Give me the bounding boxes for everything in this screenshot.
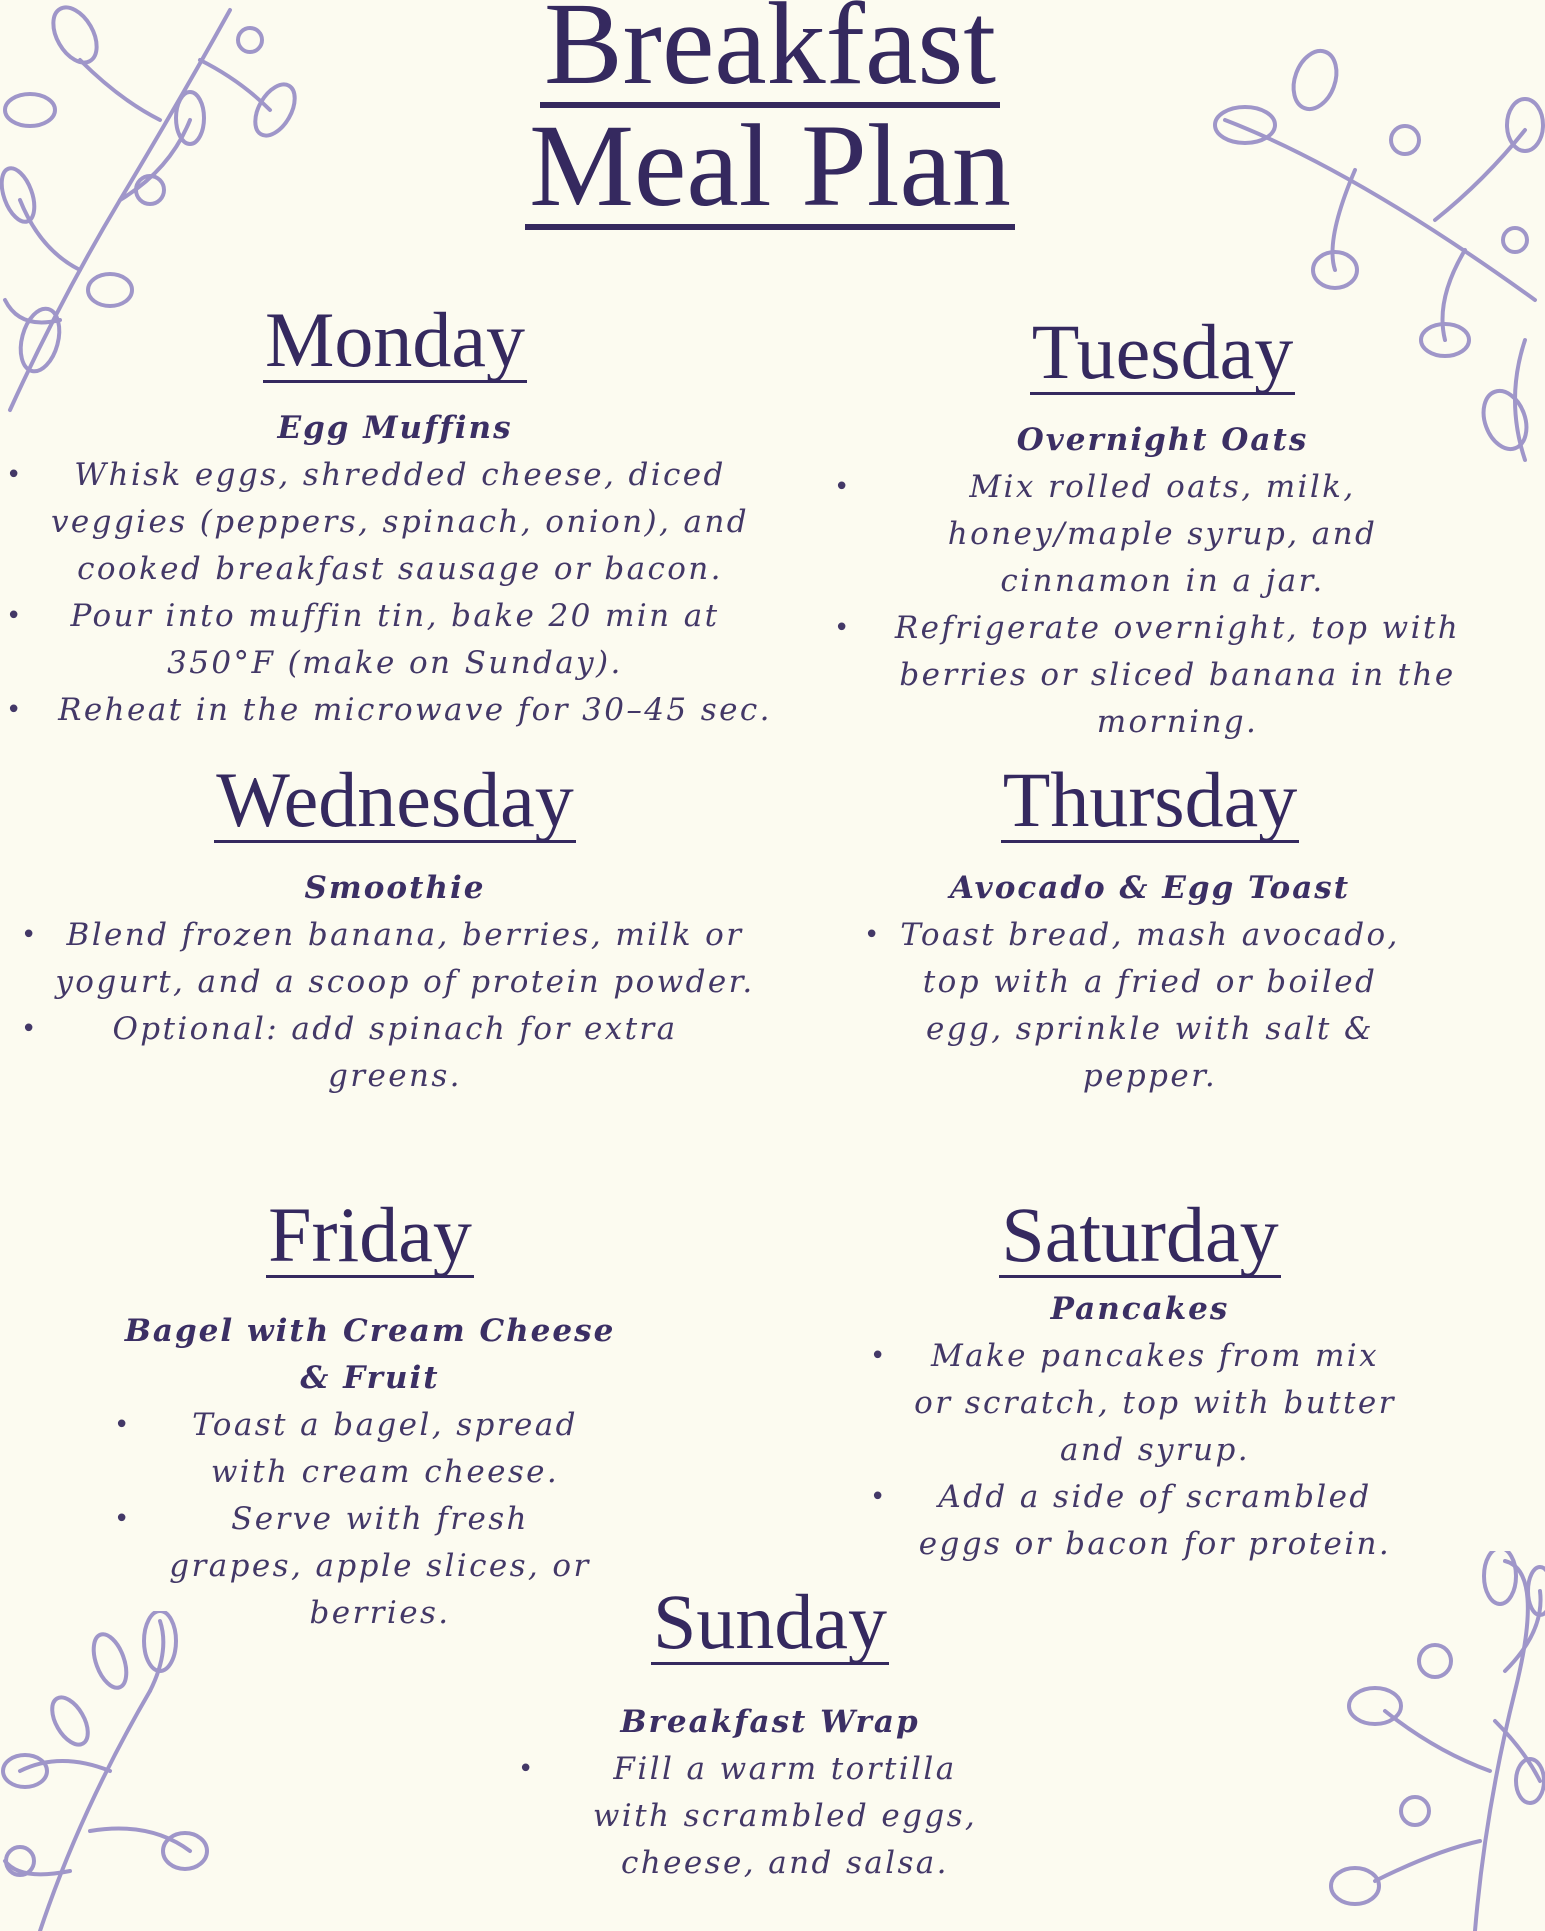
list-item <box>860 1333 1420 1474</box>
steps-list <box>860 1333 1420 1568</box>
bullet-icon: • <box>518 1754 536 1784</box>
bullet-icon: • <box>21 920 39 950</box>
day-heading: Tuesday <box>1031 308 1294 395</box>
title-line-1: Breakfast <box>540 0 1000 108</box>
steps-list <box>0 452 790 734</box>
steps-list <box>830 464 1495 746</box>
meal-name: Pancakes <box>1050 1291 1230 1327</box>
day-heading: Monday <box>265 296 525 383</box>
step-text: Whisk eggs, shredded cheese, diced veggies (peppers, spinach, onion), and cooked breakfast sausage or bacon. <box>51 457 749 587</box>
steps-list <box>500 1746 1040 1887</box>
step-text: Toast a bagel, spread with cream cheese. <box>192 1407 578 1490</box>
step-text: Fill a warm tortilla with scrambled eggs, cheese, and salsa. <box>592 1751 978 1881</box>
list-item <box>830 464 1495 605</box>
bullet-icon: • <box>834 613 852 643</box>
list-item <box>0 687 790 734</box>
day-heading: Friday <box>268 1191 472 1278</box>
meal-name: Overnight Oats <box>1016 422 1309 458</box>
step-text: Refrigerate overnight, top with berries or sliced banana in the morning. <box>894 610 1461 740</box>
day-section-saturday <box>860 1191 1420 1568</box>
day-heading: Wednesday <box>216 756 574 843</box>
meal-name: Smoothie <box>304 870 486 906</box>
bullet-icon: • <box>114 1504 132 1534</box>
meal-name: Bagel with Cream Cheese & Fruit <box>124 1313 616 1396</box>
day-section-sunday <box>500 1578 1040 1887</box>
day-section-monday <box>0 296 790 734</box>
floral-decoration-bottom-left <box>0 1611 260 1931</box>
day-heading: Saturday <box>1001 1191 1279 1278</box>
bullet-icon: • <box>870 1341 888 1371</box>
list-item <box>100 1402 640 1496</box>
day-section-tuesday <box>830 308 1495 746</box>
meal-name: Avocado & Egg Toast <box>949 870 1351 906</box>
list-item <box>830 605 1495 746</box>
list-item <box>15 912 775 1006</box>
step-text: Serve with fresh grapes, apple slices, or berries. <box>169 1501 591 1631</box>
floral-decoration-bottom-right <box>1315 1551 1545 1931</box>
step-text: Blend frozen banana, berries, milk or yogurt, and a scoop of protein powder. <box>55 917 755 1000</box>
list-item <box>0 593 790 687</box>
list-item <box>15 1006 775 1100</box>
day-section-thursday <box>860 756 1440 1100</box>
day-heading: Sunday <box>653 1578 887 1665</box>
meal-name: Breakfast Wrap <box>620 1704 920 1740</box>
step-text: Toast bread, mash avocado, top with a fried or boiled egg, sprinkle with salt & pepper. <box>900 917 1400 1094</box>
step-text: Mix rolled oats, milk, honey/maple syrup, and cinnamon in a jar. <box>947 469 1378 599</box>
bullet-icon: • <box>114 1410 132 1440</box>
list-item <box>0 452 790 593</box>
list-item <box>500 1746 1040 1887</box>
steps-list <box>15 912 775 1100</box>
bullet-icon: • <box>864 920 882 950</box>
bullet-icon: • <box>870 1482 888 1512</box>
step-text: Optional: add spinach for extra greens. <box>112 1011 678 1094</box>
step-text: Make pancakes from mix or scratch, top with butter and syrup. <box>914 1338 1396 1468</box>
day-section-wednesday <box>15 756 775 1100</box>
bullet-icon: • <box>834 472 852 502</box>
list-item <box>860 1474 1420 1568</box>
bullet-icon: • <box>6 460 24 490</box>
bullet-icon: • <box>21 1014 39 1044</box>
bullet-icon: • <box>6 601 24 631</box>
day-section-friday <box>100 1191 640 1637</box>
step-text: Pour into muffin tin, bake 20 min at 350°F (make on Sunday). <box>70 598 720 681</box>
meal-name: Egg Muffins <box>277 410 513 446</box>
step-text: Add a side of scrambled eggs or bacon for protein. <box>918 1479 1392 1562</box>
step-text: Reheat in the microwave for 30–45 sec. <box>58 692 772 728</box>
list-item <box>860 912 1440 1100</box>
day-heading: Thursday <box>1002 756 1298 843</box>
title-line-2: Meal Plan <box>525 108 1015 230</box>
bullet-icon: • <box>6 695 24 725</box>
steps-list <box>860 912 1440 1100</box>
page-title <box>470 0 1070 230</box>
